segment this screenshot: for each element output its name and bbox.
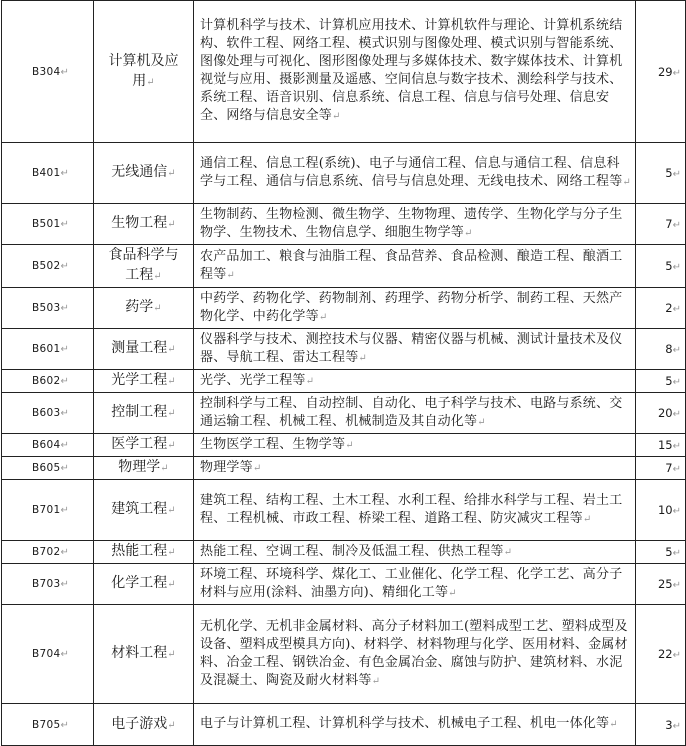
return-mark: ↵ — [167, 168, 176, 179]
return-mark: ↵ — [672, 345, 681, 356]
table-row — [2, 541, 686, 564]
table-row — [2, 1, 686, 143]
row-majors: 电子与计算机工程、计算机科学与技术、机械电子工程、机电一体化等↵ — [194, 704, 636, 746]
return-mark: ↵ — [60, 649, 70, 660]
row-code: B601↵ — [2, 329, 94, 370]
return-mark: ↵ — [167, 505, 176, 516]
row-majors: 中药学、药物化学、药物制剂、药理学、药物分析学、制药工程、天然产物化学、中药化学等↵ — [194, 288, 636, 329]
return-mark: ↵ — [167, 376, 176, 387]
return-mark: ↵ — [153, 271, 162, 282]
row-category: 化学工程↵ — [94, 564, 194, 605]
row-majors: 无机化学、无机非金属材料、高分子材料加工(塑料成型工艺、塑料成型及设备、塑料成型模具方向)、材料学、材料物理与化学、医用材料、金属材料、冶金工程、钢铁冶金、有色金属冶金、腐蚀与防护、建筑材料、水泥及混凝土、陶瓷及耐火材料等↵ — [194, 605, 636, 704]
return-mark: ↵ — [167, 219, 176, 230]
row-code: B502↵ — [2, 245, 94, 288]
row-category: 物理学↵ — [94, 457, 194, 480]
row-category: 控制工程↵ — [94, 393, 194, 434]
row-count: 20↵ — [636, 393, 686, 434]
return-mark: ↵ — [60, 547, 70, 558]
row-code: B702↵ — [2, 541, 94, 564]
return-mark: ↵ — [160, 463, 169, 474]
return-mark: ↵ — [167, 408, 176, 419]
return-mark: ↵ — [609, 719, 618, 730]
row-majors: 农产品加工、粮食与油脂工程、食品营养、食品检测、酿造工程、酿酒工程等↵ — [194, 245, 636, 288]
return-mark: ↵ — [60, 261, 70, 272]
return-mark: ↵ — [477, 416, 486, 428]
table-row — [2, 329, 686, 370]
return-mark: ↵ — [672, 464, 681, 475]
row-majors: 建筑工程、结构工程、土木工程、水利工程、给排水科学与工程、岩土工程、工程机械、市政工程、桥梁工程、道路工程、防灾减灾工程等↵ — [194, 480, 636, 541]
return-mark: ↵ — [60, 463, 70, 474]
table-row — [2, 370, 686, 393]
return-mark: ↵ — [672, 67, 681, 79]
row-count: 5↵ — [636, 245, 686, 288]
return-mark: ↵ — [672, 377, 681, 388]
return-mark: ↵ — [672, 409, 681, 420]
row-code: B704↵ — [2, 605, 94, 704]
row-code: B604↵ — [2, 434, 94, 457]
row-count: 2↵ — [636, 288, 686, 329]
row-category: 测量工程↵ — [94, 329, 194, 370]
row-majors: 生物制药、生物检测、微生物学、生物物理、遗传学、生物化学与分子生物学、生物技术、生物信息学、细胞生物学等↵ — [194, 204, 636, 245]
return-mark: ↵ — [60, 408, 70, 419]
return-mark: ↵ — [371, 675, 381, 687]
row-count: 25↵ — [636, 564, 686, 605]
row-code: B603↵ — [2, 393, 94, 434]
return-mark: ↵ — [622, 176, 631, 188]
row-count: 22↵ — [636, 605, 686, 704]
table-row — [2, 704, 686, 746]
table-row — [2, 564, 686, 605]
return-mark: ↵ — [503, 546, 513, 558]
return-mark: ↵ — [167, 649, 176, 660]
majors-table — [1, 0, 686, 746]
return-mark: ↵ — [60, 168, 70, 179]
return-mark: ↵ — [672, 441, 681, 452]
return-mark: ↵ — [672, 169, 681, 180]
row-majors: 物理学等↵ — [194, 457, 636, 480]
row-count: 5↵ — [636, 541, 686, 564]
return-mark: ↵ — [672, 220, 681, 231]
row-category: 无线通信↵ — [94, 143, 194, 204]
return-mark: ↵ — [448, 587, 457, 599]
return-mark: ↵ — [672, 720, 681, 732]
row-count: 15↵ — [636, 434, 686, 457]
table-row — [2, 434, 686, 457]
return-mark: ↵ — [358, 352, 367, 364]
row-count: 7↵ — [636, 457, 686, 480]
row-category: 食品科学与工程↵ — [94, 245, 194, 288]
table-row — [2, 204, 686, 245]
return-mark: ↵ — [60, 344, 70, 355]
table-row — [2, 457, 686, 480]
row-majors: 通信工程、信息工程(系统)、电子与通信工程、信息与通信工程、信息科学与工程、通信与信息系统、信号与信息处理、无线电技术、网络工程等↵ — [194, 143, 636, 204]
return-mark: ↵ — [305, 375, 315, 387]
return-mark: ↵ — [318, 311, 328, 323]
row-majors: 热能工程、空调工程、制冷及低温工程、供热工程等↵ — [194, 541, 636, 564]
return-mark: ↵ — [167, 344, 176, 355]
table-row — [2, 480, 686, 541]
row-majors: 光学、光学工程等↵ — [194, 370, 636, 393]
row-code: B501↵ — [2, 204, 94, 245]
row-majors: 仪器科学与技术、测控技术与仪器、精密仪器与机械、测试计量技术及仪器、导航工程、雷达工程等↵ — [194, 329, 636, 370]
row-majors: 计算机科学与技术、计算机应用技术、计算机软件与理论、计算机系统结构、软件工程、网络工程、模式识别与图像处理、模式识别与智能系统、图像处理与可视化、图形图像处理与多媒体技术、数字媒体技术、计算机视觉与应用、摄影测量及遥感、空间信息与数字技术、测绘科学与技术、系统工程、语音识别、信息系统、信息工程、信息与信号处理、信息安全、网络与信息安全等↵ — [194, 1, 636, 143]
row-count: 8↵ — [636, 329, 686, 370]
row-code: B705↵ — [2, 704, 94, 746]
row-code: B605↵ — [2, 457, 94, 480]
return-mark: ↵ — [332, 111, 341, 122]
return-mark: ↵ — [167, 719, 176, 731]
return-mark: ↵ — [226, 269, 235, 281]
return-mark: ↵ — [252, 462, 262, 474]
return-mark: ↵ — [672, 548, 681, 559]
return-mark: ↵ — [60, 376, 70, 387]
row-code: B503↵ — [2, 288, 94, 329]
row-count: 7↵ — [636, 204, 686, 245]
return-mark: ↵ — [60, 505, 70, 516]
return-mark: ↵ — [672, 304, 681, 315]
row-count: 5↵ — [636, 370, 686, 393]
return-mark: ↵ — [60, 303, 70, 314]
table-row — [2, 605, 686, 704]
return-mark: ↵ — [146, 76, 155, 88]
row-category: 医学工程↵ — [94, 434, 194, 457]
row-category: 建筑工程↵ — [94, 480, 194, 541]
return-mark: ↵ — [672, 262, 681, 273]
return-mark: ↵ — [153, 303, 162, 314]
return-mark: ↵ — [672, 580, 681, 591]
return-mark: ↵ — [464, 227, 473, 239]
row-category: 电子游戏↵ — [94, 704, 194, 746]
row-category: 光学工程↵ — [94, 370, 194, 393]
row-category: 生物工程↵ — [94, 204, 194, 245]
row-count: 5↵ — [636, 143, 686, 204]
row-count: 29↵ — [636, 1, 686, 143]
return-mark: ↵ — [167, 579, 176, 590]
return-mark: ↵ — [167, 440, 176, 451]
table-row — [2, 245, 686, 288]
row-code: B401↵ — [2, 143, 94, 204]
return-mark: ↵ — [60, 719, 70, 731]
table-row — [2, 143, 686, 204]
return-mark: ↵ — [345, 439, 354, 451]
row-category: 药学↵ — [94, 288, 194, 329]
return-mark: ↵ — [60, 219, 70, 230]
row-count: 3↵ — [636, 704, 686, 746]
row-code: B701↵ — [2, 480, 94, 541]
return-mark: ↵ — [672, 650, 681, 661]
return-mark: ↵ — [60, 66, 70, 78]
return-mark: ↵ — [60, 440, 70, 451]
row-majors: 生物医学工程、生物学等↵ — [194, 434, 636, 457]
row-category: 材料工程↵ — [94, 605, 194, 704]
row-category: 热能工程↵ — [94, 541, 194, 564]
return-mark: ↵ — [167, 547, 176, 558]
row-code: B304↵ — [2, 1, 94, 143]
return-mark: ↵ — [672, 506, 681, 517]
table-row — [2, 393, 686, 434]
row-code: B602↵ — [2, 370, 94, 393]
table-row — [2, 288, 686, 329]
row-majors: 环境工程、环境科学、煤化工、工业催化、化学工程、化学工艺、高分子材料与应用(涂料、油墨方向)、精细化工等↵ — [194, 564, 636, 605]
row-count: 10↵ — [636, 480, 686, 541]
row-code: B703↵ — [2, 564, 94, 605]
return-mark: ↵ — [582, 513, 592, 525]
return-mark: ↵ — [60, 579, 70, 590]
row-category: 计算机及应用↵ — [94, 1, 194, 143]
row-majors: 控制科学与工程、自动控制、自动化、电子科学与技术、电路与系统、交通运输工程、机械工程、机械制造及其自动化等↵ — [194, 393, 636, 434]
